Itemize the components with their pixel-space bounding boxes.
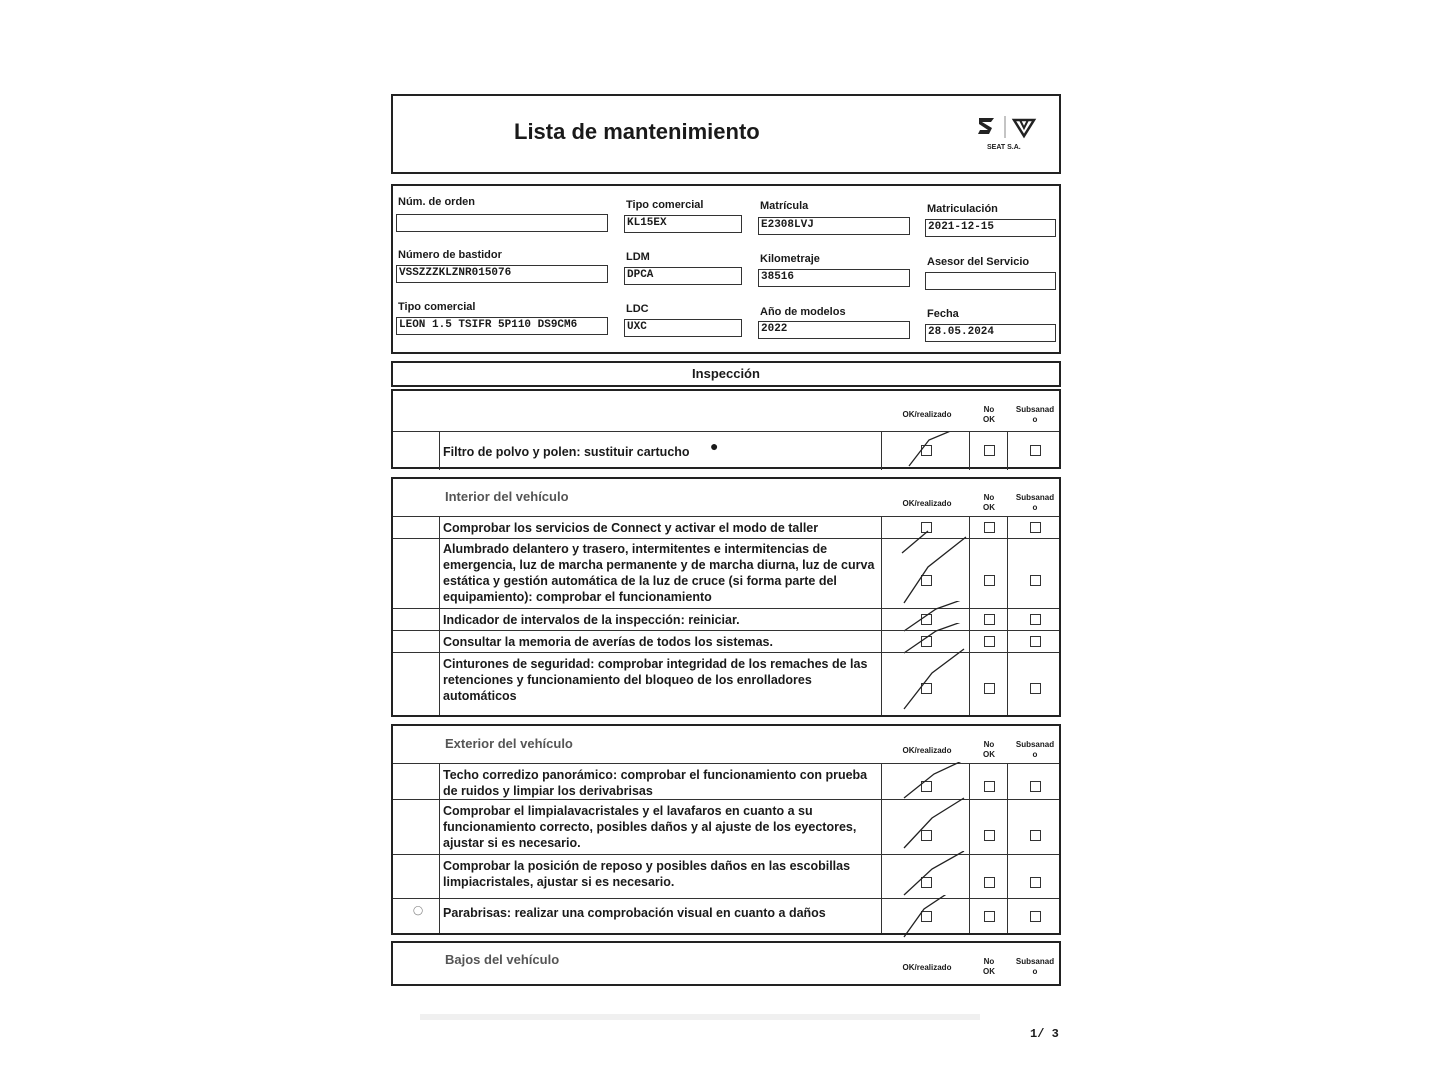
bajos-section	[391, 941, 1061, 986]
col-subsanado-line2: o	[1032, 750, 1038, 759]
exterior-row-1	[393, 763, 1059, 800]
ok-check-mark-icon	[898, 647, 968, 713]
tipo-comercial-2-field[interactable]: LEON 1.5 TSIFR 5P110 DS9CM6	[396, 317, 608, 335]
small-mark-icon: ◯	[413, 905, 424, 915]
interior-item-text: Comprobar los servicios de Connect y activar el modo de taller	[443, 521, 819, 535]
tipo-comercial-label: Tipo comercial	[626, 199, 704, 211]
subsanado-checkbox[interactable]	[1030, 522, 1041, 533]
subsanado-checkbox[interactable]	[1030, 781, 1041, 792]
col-no-ok-header	[975, 493, 1003, 513]
no-ok-checkbox[interactable]	[984, 522, 995, 533]
seat-cupra-logo-icon	[976, 114, 1038, 140]
col-subsanado-line2: o	[1032, 967, 1038, 976]
col-subsanado-header	[1009, 957, 1061, 977]
col-no-ok-line2: OK	[983, 503, 995, 512]
inspeccion-bar: Inspección	[391, 361, 1061, 387]
service-symbol-icon: ●	[710, 438, 719, 454]
exterior-title: Exterior del vehículo	[445, 736, 573, 751]
num-orden-label: Núm. de orden	[398, 196, 476, 208]
bajos-title: Bajos del vehículo	[445, 952, 560, 967]
exterior-row-3	[393, 854, 1059, 899]
ok-check-mark-icon	[905, 432, 955, 468]
col-subsanado-line2: o	[1032, 415, 1038, 424]
no-ok-checkbox[interactable]	[984, 877, 995, 888]
exterior-item-text: Parabrisas: realizar una comprobación visual en cuanto a daños	[443, 906, 826, 920]
ok-check-mark-icon	[898, 796, 968, 854]
col-subsanado-line1: Subsanad	[1015, 957, 1055, 966]
brand-caption: SEAT S.A.	[987, 144, 1021, 151]
exterior-item-text: Techo corredizo panorámico: comprobar el funcionamiento con prueba de ruidos y limpiar los derivabrisas	[443, 768, 868, 798]
no-ok-checkbox[interactable]	[984, 911, 995, 922]
asesor-label: Asesor del Servicio	[927, 256, 1030, 268]
inspeccion-item-text: Filtro de polvo y polen: sustituir cartucho	[443, 445, 690, 459]
col-subsanado-line1: Subsanad	[1015, 493, 1055, 502]
subsanado-checkbox[interactable]	[1030, 614, 1041, 625]
exterior-section	[391, 724, 1061, 935]
tipo-comercial-2-label: Tipo comercial	[398, 301, 476, 313]
no-ok-checkbox[interactable]	[984, 614, 995, 625]
no-ok-checkbox[interactable]	[984, 781, 995, 792]
exterior-item-text: Comprobar la posición de reposo y posibles daños en las escobillas limpiacristales, ajustar si es necesario.	[443, 859, 851, 889]
inspeccion-section	[391, 389, 1061, 469]
matriculacion-field[interactable]: 2021-12-15	[925, 219, 1056, 237]
subsanado-checkbox[interactable]	[1030, 683, 1041, 694]
bastidor-label: Número de bastidor	[398, 249, 502, 261]
col-subsanado-header	[1009, 493, 1061, 513]
fecha-field[interactable]: 28.05.2024	[925, 324, 1056, 342]
no-ok-checkbox[interactable]	[984, 683, 995, 694]
col-no-ok-line1: No	[983, 957, 995, 966]
exterior-item-text: Comprobar el limpialavacristales y el lavafaros en cuanto a su funcionamiento correcto, posibles daños y al ajuste de los eyectores, ajustar si es necesario.	[443, 804, 857, 850]
col-no-ok-header	[975, 957, 1003, 977]
col-no-ok-line2: OK	[983, 750, 995, 759]
col-no-ok-header	[975, 405, 1003, 425]
subsanado-checkbox[interactable]	[1030, 911, 1041, 922]
ldc-label: LDC	[626, 303, 649, 315]
interior-row-5	[393, 652, 1059, 718]
interior-item-text: Cinturones de seguridad: comprobar integridad de los remaches de las retenciones y funcionamiento del bloqueo de los enrolladores automáticos	[443, 657, 868, 703]
asesor-field[interactable]	[925, 272, 1056, 290]
interior-item-text: Indicador de intervalos de la inspección: reiniciar.	[443, 613, 740, 627]
col-subsanado-line1: Subsanad	[1015, 405, 1055, 414]
ldm-field[interactable]: DPCA	[624, 267, 742, 285]
ano-modelos-label: Año de modelos	[760, 306, 846, 318]
ano-modelos-field[interactable]: 2022	[758, 321, 910, 339]
subsanado-checkbox[interactable]	[1030, 445, 1041, 456]
matricula-field[interactable]: E2308LVJ	[758, 217, 910, 235]
col-no-ok-line2: OK	[983, 415, 995, 424]
num-orden-field[interactable]	[396, 214, 608, 232]
ok-check-mark-icon	[898, 895, 968, 939]
subsanado-checkbox[interactable]	[1030, 575, 1041, 586]
exterior-row-2	[393, 799, 1059, 855]
subsanado-checkbox[interactable]	[1030, 877, 1041, 888]
no-ok-checkbox[interactable]	[984, 445, 995, 456]
fecha-label: Fecha	[927, 308, 959, 320]
interior-item-text: Alumbrado delantero y trasero, intermitentes e intermitencias de emergencia, luz de marcha permanente y de marcha diurna, luz de curva estática y gestión automática de la luz de cruce (si forma parte del equipamiento): comprobar el funcionamiento	[443, 542, 875, 604]
col-no-ok-header	[975, 740, 1003, 760]
interior-item-text: Consultar la memoria de averías de todos los sistemas.	[443, 635, 773, 649]
kilometraje-label: Kilometraje	[760, 253, 820, 265]
ldm-label: LDM	[626, 251, 650, 263]
subsanado-checkbox[interactable]	[1030, 830, 1041, 841]
inspeccion-row	[393, 431, 1059, 470]
col-no-ok-line2: OK	[983, 967, 995, 976]
col-ok-header: OK/realizado	[902, 410, 952, 419]
ldc-field[interactable]: UXC	[624, 319, 742, 337]
interior-title: Interior del vehículo	[445, 489, 569, 504]
col-subsanado-line1: Subsanad	[1015, 740, 1055, 749]
matricula-label: Matrícula	[760, 200, 809, 212]
interior-row-2	[393, 538, 1059, 609]
page-number: 1/ 3	[1030, 1027, 1059, 1041]
col-ok-header: OK/realizado	[902, 963, 952, 972]
col-no-ok-line1: No	[983, 740, 995, 749]
no-ok-checkbox[interactable]	[984, 830, 995, 841]
exterior-row-4	[393, 898, 1059, 936]
col-ok-header: OK/realizado	[902, 746, 952, 755]
col-no-ok-line1: No	[983, 405, 995, 414]
col-no-ok-line1: No	[983, 493, 995, 502]
subsanado-checkbox[interactable]	[1030, 636, 1041, 647]
ok-check-mark-icon	[898, 527, 968, 607]
ok-check-mark-icon	[898, 851, 968, 899]
col-ok-header: OK/realizado	[902, 499, 952, 508]
matriculacion-label: Matriculación	[927, 203, 998, 215]
tipo-comercial-field[interactable]: KL15EX	[624, 215, 742, 233]
col-subsanado-header	[1009, 740, 1061, 760]
kilometraje-field[interactable]: 38516	[758, 269, 910, 287]
page-title: Lista de mantenimiento	[514, 119, 760, 144]
no-ok-checkbox[interactable]	[984, 636, 995, 647]
scan-smudge	[420, 1014, 980, 1020]
no-ok-checkbox[interactable]	[984, 575, 995, 586]
col-subsanado-line2: o	[1032, 503, 1038, 512]
col-subsanado-header	[1009, 405, 1061, 425]
bastidor-field[interactable]: VSSZZZKLZNR015076	[396, 265, 608, 283]
interior-section	[391, 477, 1061, 717]
